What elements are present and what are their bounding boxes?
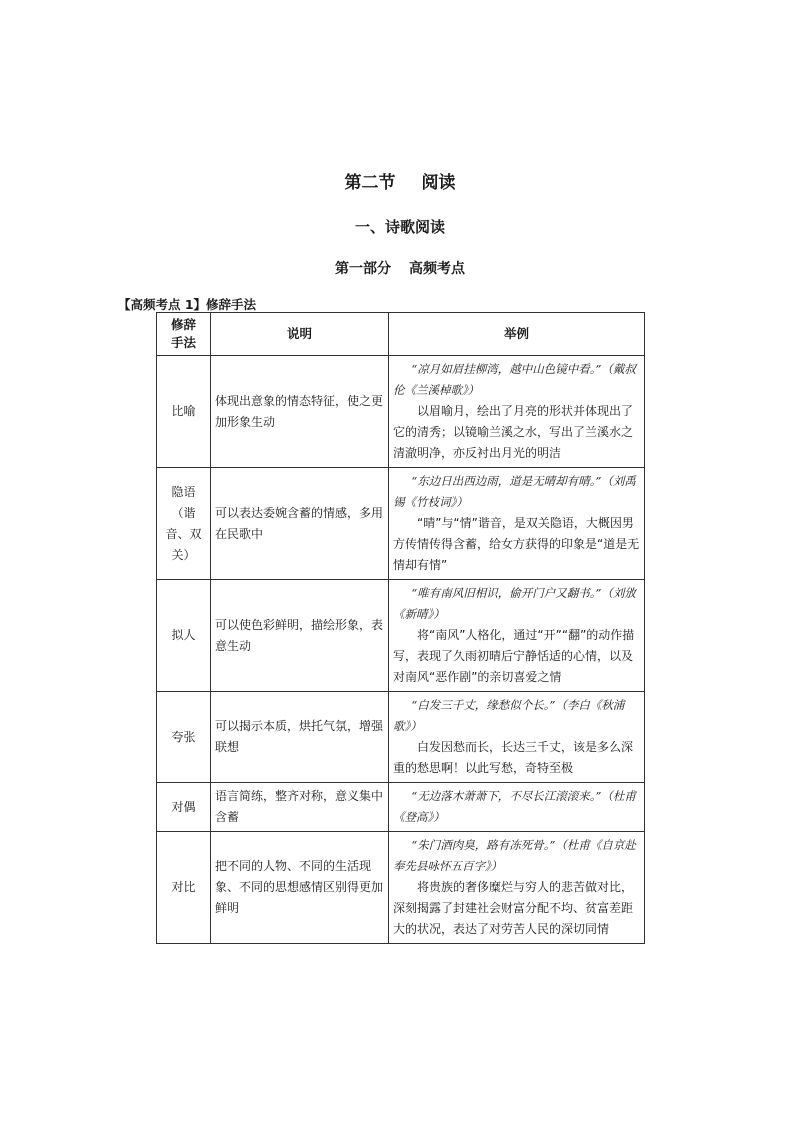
technique-example [389,832,645,944]
table-row [157,468,645,580]
table-row [157,832,645,944]
subtitle: 一、诗歌阅读 [354,218,445,236]
example-quote: “凉月如眉挂柳湾，越中山色镜中看。”（戴叔伦《兰溪棹歌》） [393,362,636,397]
header-description: 说明 [211,313,389,356]
technique-name: 对比 [157,832,211,944]
page-title [0,168,800,193]
technique-name: 对偶 [157,783,211,832]
technique-name: 比喻 [157,356,211,468]
table-header-row [157,313,645,356]
part-name: 高频考点 [409,261,465,277]
table-row [157,783,645,832]
technique-description: 可以使色彩鲜明，描绘形象，表意生动 [211,580,389,692]
example-analysis: 以眉喻月，绘出了月亮的形状并体现出了它的清秀；以镜喻兰溪之水，写出了兰溪水之清澈明净，亦反衬出月光的明洁 [393,404,634,460]
example-quote: “朱门酒肉臭，路有冻死骨。”（杜甫《自京赴奉先县咏怀五百字》） [393,838,636,873]
example-analysis: 白发因愁而长，长达三千丈，该是多么深重的愁思啊！以此写愁，奇特至极 [393,740,634,775]
technique-example [389,783,645,832]
part-number: 第一部分 [335,261,391,277]
technique-description: 可以揭示本质，烘托气氛，增强联想 [211,692,389,783]
technique-description: 语言简练，整齐对称，意义集中含蓄 [211,783,389,832]
technique-example [389,356,645,468]
title-section-number: 第二节 [344,173,396,193]
technique-example [389,580,645,692]
technique-name: 夸张 [157,692,211,783]
title-section-name: 阅读 [421,173,456,193]
example-analysis: 将“南风”人格化，通过“开”“翻”的动作描写，表现了久雨初晴后宁静恬适的心情，以及对南风“恶作剧”的亲切喜爱之情 [393,628,635,684]
example-analysis: 将贵族的奢侈糜烂与穷人的悲苦做对比，深刻揭露了封建社会财富分配不均、贫富差距大的状况，表达了对劳苦人民的深切同情 [393,880,634,936]
technique-description: 可以表达委婉含蓄的情感，多用在民歌中 [211,468,389,580]
technique-example [389,468,645,580]
technique-name: 隐语（谐音、双关） [157,468,211,580]
table-row [157,692,645,783]
technique-example [389,692,645,783]
technique-description: 把不同的人物、不同的生活现象、不同的思想感情区别得更加鲜明 [211,832,389,944]
technique-name: 拟人 [157,580,211,692]
table-row [157,580,645,692]
part-heading [0,258,800,278]
example-quote: “无边落木萧萧下，不尽长江滚滚来。”（杜甫《登高》） [393,789,636,824]
rhetoric-table [156,312,645,944]
header-example: 举例 [389,313,645,356]
table-row [157,356,645,468]
example-quote: “东边日出西边雨，道是无晴却有晴。”（刘禹锡《竹枝词》） [393,474,636,509]
example-analysis: “晴”与“情”谐音，是双关隐语，大概因男方传情传得含蓄，给女方获得的印象是“道是无情却有情” [393,516,640,572]
example-quote: “唯有南风旧相识，偷开门户又翻书。”（刘攽《新晴》） [393,586,636,621]
section-label: 【高频考点 1】修辞手法 [118,297,257,312]
example-quote: “白发三千丈，缘愁似个长。”（李白《秋浦歌》） [393,698,625,733]
header-technique: 修辞 手法 [157,313,211,356]
technique-description: 体现出意象的情态特征，使之更加形象生动 [211,356,389,468]
